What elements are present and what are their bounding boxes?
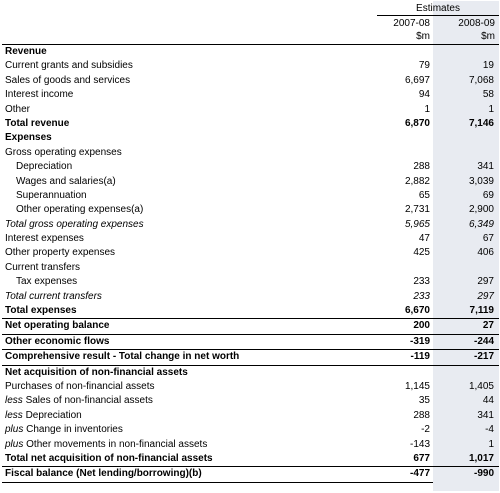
table-row: [2, 466, 499, 481]
value-2008-09: 7,068: [468, 74, 494, 86]
value-2007-08: -319: [409, 335, 430, 347]
value-2008-09: -217: [473, 351, 494, 363]
table-row: [2, 59, 499, 73]
value-2007-08: 6,697: [404, 74, 430, 86]
table-row: [2, 246, 499, 260]
col2-unit-header: $m: [481, 31, 495, 42]
value-2007-08: -477: [409, 468, 430, 480]
table-row: [2, 334, 499, 349]
value-2007-08: -143: [409, 438, 430, 450]
row-label-text: Sales of non-financial assets: [22, 395, 153, 407]
value-2007-08: 5,965: [404, 218, 430, 230]
table-row: [2, 146, 499, 160]
value-2007-08: 6,670: [404, 305, 430, 317]
row-label: Net acquisition of non-financial assets: [5, 366, 188, 378]
table-row: [2, 452, 499, 466]
operating-statement-table: [2, 1, 499, 483]
row-label-prefix: plus: [5, 438, 24, 450]
value-2007-08: 425: [413, 247, 430, 259]
table-row: [2, 365, 499, 380]
value-2007-08: 6,870: [404, 117, 430, 129]
row-label: Interest income: [5, 89, 74, 101]
value-2008-09: 297: [477, 276, 494, 288]
estimates-underline: [377, 15, 499, 16]
table-row: [2, 175, 499, 189]
row-label-prefix: plus: [5, 424, 24, 436]
row-label: Net operating balance: [5, 320, 110, 332]
value-2008-09: 58: [482, 89, 494, 101]
row-label-text: Other movements in non-financial assets: [23, 438, 208, 450]
table-row: [2, 318, 499, 333]
row-label: Total revenue: [5, 117, 70, 129]
row-label: Current transfers: [5, 261, 81, 273]
value-2008-09: -244: [473, 335, 494, 347]
row-label: Other operating expenses(a): [16, 204, 144, 216]
table-row: [2, 232, 499, 246]
value-2007-08: 94: [418, 89, 430, 101]
value-2008-09: 44: [482, 395, 494, 407]
row-label: Comprehensive result - Total change in net worth: [5, 351, 240, 363]
table-row: [2, 438, 499, 452]
row-label: Other: [5, 103, 31, 115]
row-label-prefix: less: [5, 409, 23, 421]
table-row: [2, 189, 499, 203]
row-label: Tax expenses: [16, 276, 78, 288]
row-label: Total current transfers: [5, 290, 102, 302]
value-2007-08: -119: [410, 351, 430, 363]
row-label: [5, 438, 207, 452]
row-label: Sales of goods and services: [5, 74, 131, 86]
value-2008-09: 341: [477, 409, 494, 421]
value-2007-08: 35: [418, 395, 430, 407]
row-label: Total gross operating expenses: [5, 218, 144, 230]
value-2008-09: 341: [477, 161, 494, 173]
table-row: [2, 349, 499, 364]
value-2008-09: 1,017: [468, 452, 494, 464]
value-2008-09: 19: [482, 60, 494, 72]
table-row: [2, 261, 499, 275]
row-label: Other property expenses: [5, 247, 116, 259]
value-2007-08: 288: [413, 161, 430, 173]
value-2008-09: 6,349: [468, 218, 494, 230]
value-2007-08: 200: [413, 320, 430, 332]
table-row: [2, 117, 499, 131]
value-2007-08: 288: [413, 409, 430, 421]
row-label: Purchases of non-financial assets: [5, 380, 155, 392]
value-2008-09: 3,039: [468, 175, 494, 187]
value-2008-09: 2,900: [468, 204, 494, 216]
row-label: Revenue: [5, 46, 47, 57]
table-row: [2, 45, 499, 59]
row-label: Gross operating expenses: [5, 146, 122, 158]
table-row: [2, 423, 499, 437]
table-row: [2, 394, 499, 408]
table-row: [2, 74, 499, 88]
value-2008-09: 406: [477, 247, 494, 259]
row-label: Wages and salaries(a): [16, 175, 116, 187]
row-label: Superannuation: [16, 189, 87, 201]
value-2007-08: 233: [413, 290, 430, 302]
value-2008-09: 69: [482, 189, 494, 201]
value-2007-08: 1,145: [404, 380, 430, 392]
table-row: [2, 380, 499, 394]
value-2008-09: 67: [482, 233, 494, 245]
value-2008-09: -990: [473, 468, 494, 480]
value-2008-09: 1: [488, 103, 494, 115]
table-row: [2, 409, 499, 423]
estimates-group-label: Estimates: [416, 3, 460, 14]
value-2008-09: 7,146: [468, 117, 494, 129]
col1-year-header: 2007-08: [393, 18, 430, 29]
value-2008-09: 27: [482, 320, 494, 332]
table-header: [2, 1, 499, 45]
value-2008-09: 1: [488, 438, 494, 450]
row-label: Depreciation: [16, 161, 73, 173]
table-row: [2, 160, 499, 174]
value-2008-09: 1,405: [468, 380, 494, 392]
value-2007-08: 233: [413, 276, 430, 288]
row-label: Other economic flows: [5, 335, 110, 347]
row-label-text: Depreciation: [22, 409, 82, 421]
value-2007-08: 79: [418, 60, 430, 72]
value-2007-08: 65: [418, 189, 430, 201]
row-label: Fiscal balance (Net lending/borrowing)(b): [5, 468, 202, 480]
value-2008-09: 7,119: [469, 305, 494, 317]
value-2007-08: 677: [413, 452, 430, 464]
value-2008-09: 297: [477, 290, 494, 302]
row-label-prefix: less: [5, 395, 23, 407]
value-2008-09: -4: [485, 424, 494, 436]
value-2007-08: 1: [424, 103, 430, 115]
row-label: [5, 423, 123, 437]
table-row: [2, 290, 499, 304]
row-label: Interest expenses: [5, 233, 84, 245]
col1-unit-header: $m: [416, 31, 430, 42]
col2-year-header: 2008-09: [458, 18, 495, 29]
value-2007-08: 47: [418, 233, 430, 245]
row-label-text: Change in inventories: [23, 424, 123, 436]
row-label: [5, 394, 153, 408]
table-row: [2, 131, 499, 145]
table-bottom-rule: [2, 482, 499, 483]
table-row: [2, 103, 499, 117]
row-label: Expenses: [5, 132, 52, 144]
row-label: Current grants and subsidies: [5, 60, 133, 72]
table-row: [2, 203, 499, 217]
table-row: [2, 304, 499, 318]
row-label: Total net acquisition of non-financial assets: [5, 452, 213, 464]
table-body: [2, 45, 499, 482]
table-row: [2, 88, 499, 102]
row-label: Total expenses: [5, 305, 77, 317]
row-label: [5, 409, 82, 423]
table-row: [2, 218, 499, 232]
value-2007-08: 2,882: [404, 175, 430, 187]
value-2007-08: 2,731: [404, 204, 430, 216]
table-row: [2, 275, 499, 289]
value-2007-08: -2: [421, 424, 430, 436]
